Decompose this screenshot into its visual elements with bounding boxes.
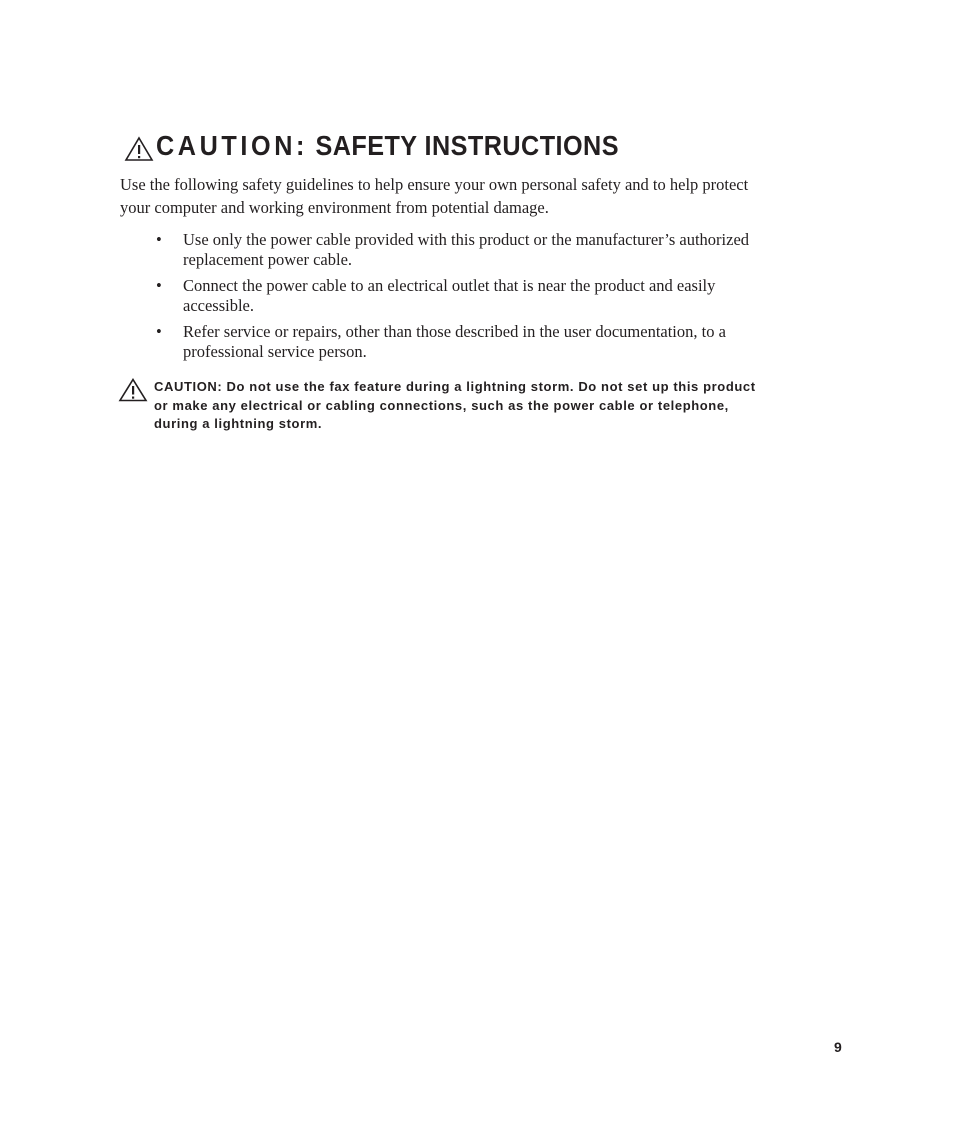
section-heading xyxy=(124,130,670,162)
page-number: 9 xyxy=(834,1039,842,1055)
page-title xyxy=(156,130,619,162)
list-item xyxy=(120,322,760,362)
caution-word: CAUTION: xyxy=(156,130,308,161)
title-text: SAFETY INSTRUCTIONS xyxy=(315,130,619,161)
list-item xyxy=(120,230,760,270)
bullet-icon: • xyxy=(156,230,162,249)
list-item-text: Connect the power cable to an electrical outlet that is near the product and easily accessible. xyxy=(183,276,716,315)
bullet-icon: • xyxy=(156,322,162,341)
intro-paragraph: Use the following safety guidelines to help ensure your own personal safety and to help protect your computer and working environment from potential damage. xyxy=(120,175,749,217)
list-item-text: Refer service or repairs, other than those described in the user documentation, to a professional service person. xyxy=(183,322,726,361)
warning-triangle-icon xyxy=(124,136,154,162)
caution-note xyxy=(118,378,758,434)
bullet-icon: • xyxy=(156,276,162,295)
warning-triangle-icon xyxy=(118,378,148,402)
list-item xyxy=(120,276,760,316)
caution-note-text: CAUTION: Do not use the fax feature during a lightning storm. Do not set up this product or make any electrical or cabling connections, such as the power cable or telephone, during a lightning storm. xyxy=(154,379,756,431)
safety-guideline-list xyxy=(120,230,760,368)
list-item-text: Use only the power cable provided with this product or the manufacturer’s authorized replacement power cable. xyxy=(183,230,750,269)
